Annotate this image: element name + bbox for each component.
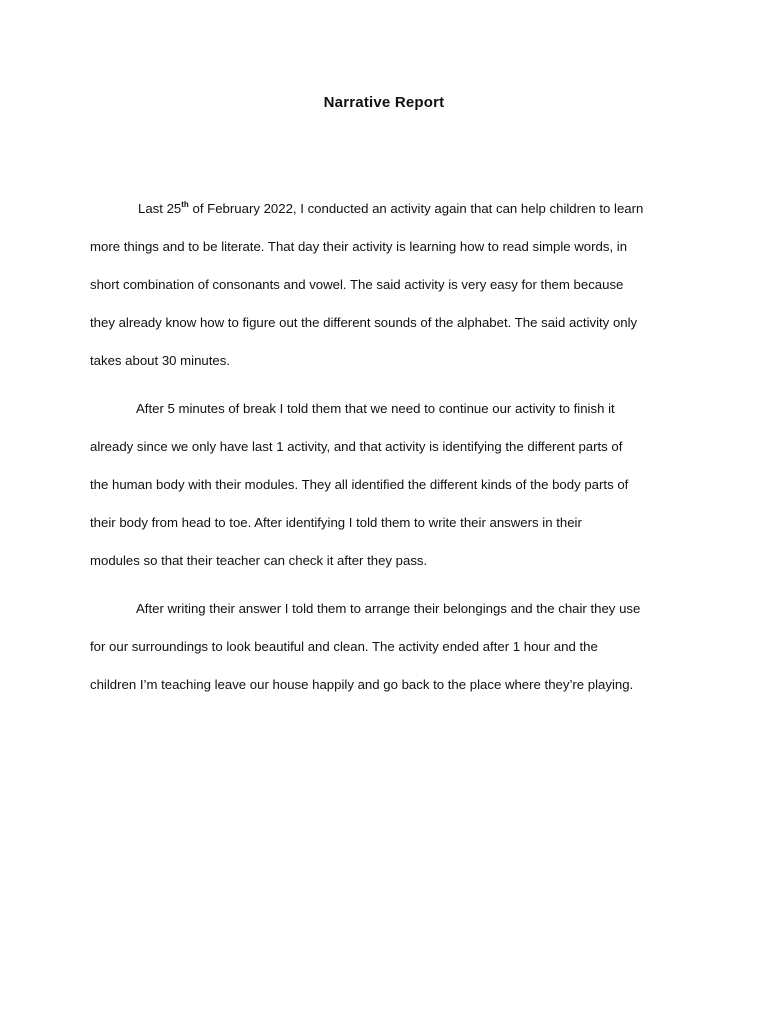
- document-title: Narrative Report: [323, 94, 445, 111]
- paragraph-2-line-2: already since we only have last 1 activity, and that activity is identifying the different parts of: [90, 439, 623, 454]
- line-text: of February 2022, I conducted an activity again that can help children to learn: [188, 201, 644, 216]
- document-body: [90, 190, 690, 714]
- paragraph-1-line-4: they already know how to figure out the different sounds of the alphabet. The said activity only: [90, 315, 638, 330]
- paragraph-2-line-4: their body from head to toe. After identifying I told them to write their answers in their: [90, 515, 582, 530]
- paragraph-1: [90, 190, 690, 380]
- paragraph-2-line-1: After 5 minutes of break I told them that we need to continue our activity to finish it: [136, 401, 615, 416]
- paragraph-3-line-1: After writing their answer I told them to arrange their belongings and the chair they use: [136, 601, 641, 616]
- paragraph-1-line-1: [90, 190, 690, 228]
- paragraph-1-line-5: takes about 30 minutes.: [90, 353, 231, 368]
- ordinal-suffix: th: [181, 200, 189, 209]
- paragraph-2-line-5: modules so that their teacher can check it after they pass.: [90, 553, 428, 568]
- paragraph-3-line-3: children I’m teaching leave our house happily and go back to the place where they’re playing.: [90, 677, 634, 692]
- paragraph-3: [90, 590, 690, 704]
- paragraph-1-line-2: more things and to be literate. That day their activity is learning how to read simple words, in: [90, 239, 628, 254]
- line-text: Last 25: [138, 201, 182, 216]
- paragraph-3-line-2: for our surroundings to look beautiful and clean. The activity ended after 1 hour and the: [90, 639, 598, 654]
- paragraph-2: [90, 390, 690, 580]
- paragraph-1-line-3: short combination of consonants and vowel. The said activity is very easy for them because: [90, 277, 624, 292]
- paragraph-2-line-3: the human body with their modules. They all identified the different kinds of the body parts of: [90, 477, 629, 492]
